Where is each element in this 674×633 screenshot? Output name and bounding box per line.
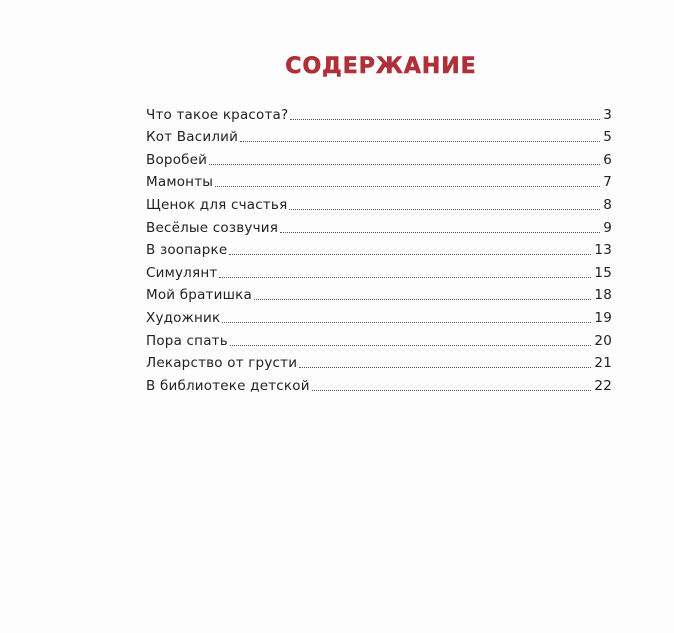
toc-entry-title: Воробей xyxy=(146,151,208,168)
dot-leader xyxy=(215,186,600,187)
dot-leader xyxy=(299,367,591,368)
toc-entry-title: Мамонты xyxy=(146,174,214,191)
toc-page-number: 9 xyxy=(603,219,612,236)
toc-page-number: 20 xyxy=(594,332,612,349)
dot-leader xyxy=(219,277,591,278)
toc-entry-title: Щенок для счастья xyxy=(146,196,288,213)
dot-leader xyxy=(209,164,600,165)
toc-entry xyxy=(146,281,612,304)
toc-entry-title: Художник xyxy=(146,309,221,326)
toc-entry-title: В библиотеке детской xyxy=(146,377,310,394)
toc-entry xyxy=(146,100,612,123)
dot-leader xyxy=(280,232,600,233)
toc-entry-title: Весёлые созвучия xyxy=(146,219,279,236)
dot-leader xyxy=(229,254,591,255)
toc-entry xyxy=(146,371,612,394)
toc-entry xyxy=(146,123,612,146)
toc-entry-title: Кот Василий xyxy=(146,129,239,146)
toc-page-number: 15 xyxy=(594,264,612,281)
toc-page-number: 8 xyxy=(603,196,612,213)
toc-page-number: 5 xyxy=(603,129,612,146)
dot-leader xyxy=(290,119,600,120)
toc-entry-title: Лекарство от грусти xyxy=(146,355,298,372)
toc-entry xyxy=(146,190,612,213)
toc-entry-title: В зоопарке xyxy=(146,242,228,259)
toc-page-number: 13 xyxy=(594,242,612,259)
toc-entry xyxy=(146,349,612,372)
toc-page-number: 7 xyxy=(603,174,612,191)
toc-entry xyxy=(146,303,612,326)
toc-entry-title: Симулянт xyxy=(146,264,218,281)
dot-leader xyxy=(222,322,591,323)
toc-entry xyxy=(146,145,612,168)
toc-entry-title: Пора спать xyxy=(146,332,228,349)
toc-page-number: 21 xyxy=(594,355,612,372)
dot-leader xyxy=(254,299,591,300)
toc-page-number: 18 xyxy=(594,287,612,304)
table-of-contents xyxy=(146,100,612,394)
toc-page-number: 6 xyxy=(603,151,612,168)
toc-entry-title: Что такое красота? xyxy=(146,106,289,123)
dot-leader xyxy=(240,141,600,142)
toc-page-number: 19 xyxy=(594,309,612,326)
dot-leader xyxy=(230,345,592,346)
toc-entry xyxy=(146,168,612,191)
toc-page-number: 22 xyxy=(594,377,612,394)
toc-entry xyxy=(146,258,612,281)
toc-entry xyxy=(146,236,612,259)
toc-entry xyxy=(146,326,612,349)
dot-leader xyxy=(289,209,600,210)
toc-entry xyxy=(146,213,612,236)
toc-entry-title: Мой братишка xyxy=(146,287,252,304)
page-title: СОДЕРЖАНИЕ xyxy=(285,54,477,79)
dot-leader xyxy=(312,390,592,391)
toc-page-number: 3 xyxy=(603,106,612,123)
